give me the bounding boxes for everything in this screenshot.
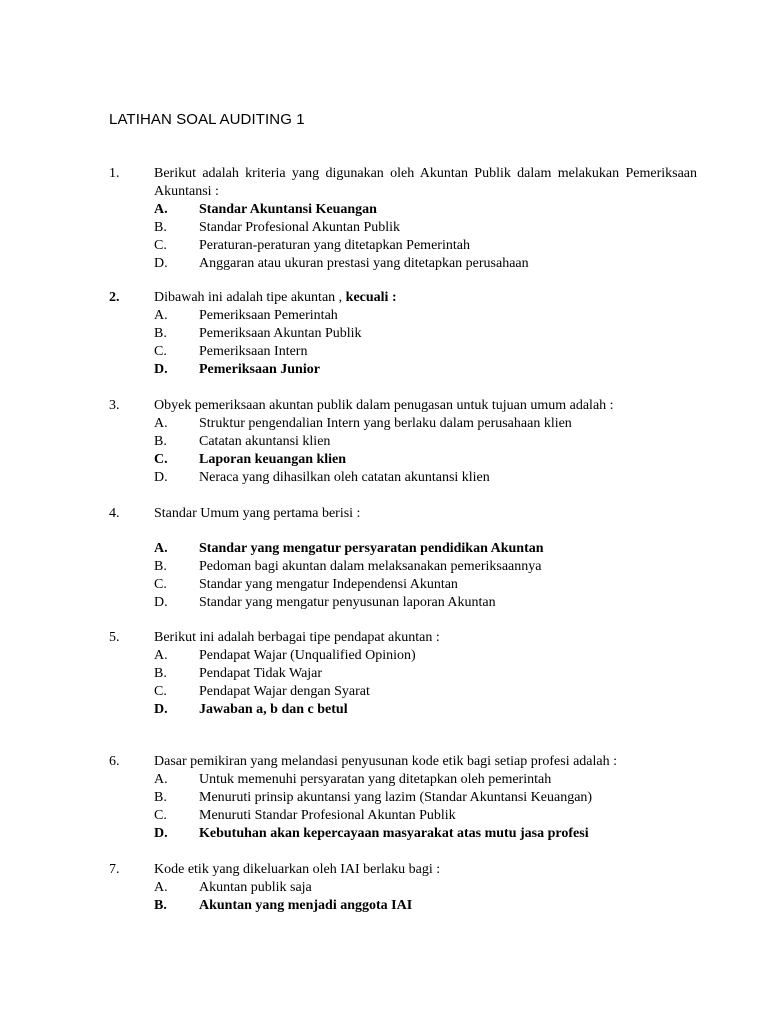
option-a: A. Standar Akuntansi Keuangan xyxy=(154,202,377,217)
option-d: D. Jawaban a, b dan c betul xyxy=(154,702,348,717)
question-text: Obyek pemeriksaan akuntan publik dalam penugasan untuk tujuan umum adalah : xyxy=(154,398,614,413)
option-a: A. Untuk memenuhi persyaratan yang ditetapkan oleh pemerintah xyxy=(154,772,552,787)
option-a: A. Struktur pengendalian Intern yang berlaku dalam perusahaan klien xyxy=(154,416,572,431)
page-title: LATIHAN SOAL AUDITING 1 xyxy=(109,111,305,128)
option-a: A. Standar yang mengatur persyaratan pendidikan Akuntan xyxy=(154,541,544,556)
option-c: C. Menuruti Standar Profesional Akuntan Publik xyxy=(154,808,456,823)
option-b: B. Standar Profesional Akuntan Publik xyxy=(154,220,401,235)
option-a: A. Pendapat Wajar (Unqualified Opinion) xyxy=(154,648,416,663)
question-number: 1. xyxy=(109,166,120,181)
question-5 xyxy=(109,629,697,719)
question-text: Standar Umum yang pertama berisi : xyxy=(154,506,361,521)
option-b: B. Menuruti prinsip akuntansi yang lazim (Standar Akuntansi Keuangan) xyxy=(154,790,593,805)
option-c: C. Pendapat Wajar dengan Syarat xyxy=(154,684,370,699)
question-3 xyxy=(109,397,697,487)
question-4 xyxy=(109,505,697,612)
question-7 xyxy=(109,861,697,915)
option-b: B. Pemeriksaan Akuntan Publik xyxy=(154,326,362,341)
question-text: Dasar pemikiran yang melandasi penyusunan kode etik bagi setiap profesi adalah : xyxy=(154,754,618,769)
question-text: Kode etik yang dikeluarkan oleh IAI berlaku bagi : xyxy=(154,862,441,877)
question-text: Dibawah ini adalah tipe akuntan , kecuali : xyxy=(154,290,397,305)
option-b: B. Akuntan yang menjadi anggota IAI xyxy=(154,898,413,913)
option-c: C. Peraturan-peraturan yang ditetapkan Pemerintah xyxy=(154,238,470,253)
question-1 xyxy=(109,165,697,273)
question-text: Berikut ini adalah berbagai tipe pendapat akuntan : xyxy=(154,630,440,645)
question-number: 6. xyxy=(109,754,120,769)
option-d: D. Standar yang mengatur penyusunan laporan Akuntan xyxy=(154,595,496,610)
option-b: B. Catatan akuntansi klien xyxy=(154,434,331,449)
question-6 xyxy=(109,753,697,843)
option-b: B. Pedoman bagi akuntan dalam melaksanakan pemeriksaannya xyxy=(154,559,542,574)
option-c: C. Pemeriksaan Intern xyxy=(154,344,308,359)
question-number: 7. xyxy=(109,862,120,877)
option-d: D. Kebutuhan akan kepercayaan masyarakat atas mutu jasa profesi xyxy=(154,826,589,841)
option-b: B. Pendapat Tidak Wajar xyxy=(154,666,323,681)
question-emphasis: kecuali : xyxy=(345,290,397,305)
option-a: A. Pemeriksaan Pemerintah xyxy=(154,308,338,323)
question-number: 4. xyxy=(109,506,120,521)
question-number: 2. xyxy=(109,290,120,305)
option-c: C. Standar yang mengatur Independensi Akuntan xyxy=(154,577,458,592)
question-2 xyxy=(109,289,697,379)
option-d: D. Anggaran atau ukuran prestasi yang ditetapkan perusahaan xyxy=(154,256,529,271)
option-d: D. Pemeriksaan Junior xyxy=(154,362,320,377)
option-a: A. Akuntan publik saja xyxy=(154,880,312,895)
question-number: 3. xyxy=(109,398,120,413)
question-text: Berikut adalah kriteria yang digunakan oleh Akuntan Publik dalam melakukan Pemeriksaan Akuntansi : xyxy=(154,166,697,199)
question-number: 5. xyxy=(109,630,120,645)
option-d: D. Neraca yang dihasilkan oleh catatan akuntansi klien xyxy=(154,470,490,485)
option-c: C. Laporan keuangan klien xyxy=(154,452,347,467)
